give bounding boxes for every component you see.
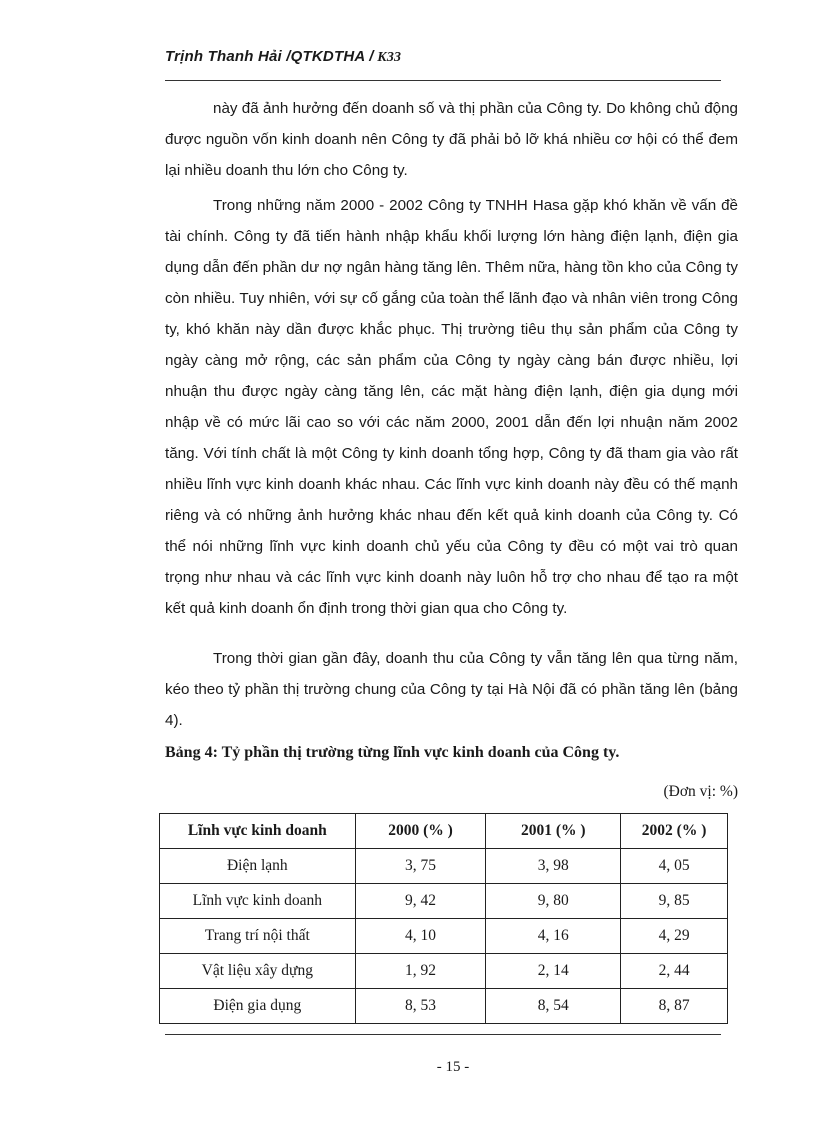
header-author: Trịnh Thanh Hải xyxy=(165,48,282,65)
header-rule xyxy=(165,80,721,81)
table-row xyxy=(160,849,728,884)
table-cell: 9, 42 xyxy=(355,884,486,919)
table-cell: 8, 53 xyxy=(355,989,486,1024)
table-cell: Trang trí nội thất xyxy=(160,919,356,954)
table-cell: 4, 10 xyxy=(355,919,486,954)
table-cell: Điện lạnh xyxy=(160,849,356,884)
table-header-cell: Lĩnh vực kinh doanh xyxy=(160,814,356,849)
paragraph-text: này đã ảnh hưởng đến doanh số và thị phần của Công ty. Do không chủ động được nguồn vốn kinh doanh nên Công ty đã phải bỏ lỡ khá nhiều cơ hội có thể đem lại nhiều doanh thu lớn cho Công ty. xyxy=(165,100,738,179)
table-cell: 2, 14 xyxy=(486,954,621,989)
table-header-row xyxy=(160,814,728,849)
table-header-cell: 2001 (% ) xyxy=(486,814,621,849)
paragraph-1 xyxy=(165,93,738,186)
footer-rule xyxy=(165,1034,721,1035)
header-class: K33 xyxy=(373,50,402,65)
table-cell: 4, 16 xyxy=(486,919,621,954)
header-separator: / xyxy=(364,48,374,65)
table-unit: (Đơn vị: %) xyxy=(663,783,738,800)
paragraph-3 xyxy=(165,643,738,736)
table-cell: 9, 85 xyxy=(621,884,728,919)
table-cell: Điện gia dụng xyxy=(160,989,356,1024)
table-cell: 8, 54 xyxy=(486,989,621,1024)
page-number: - 15 - xyxy=(436,1059,470,1075)
table-row xyxy=(160,884,728,919)
table-cell: 8, 87 xyxy=(621,989,728,1024)
table-cell: Lĩnh vực kinh doanh xyxy=(160,884,356,919)
table-cell: 9, 80 xyxy=(486,884,621,919)
table-cell: 4, 29 xyxy=(621,919,728,954)
table-header-cell: 2002 (% ) xyxy=(621,814,728,849)
table-row xyxy=(160,954,728,989)
paragraph-text: Trong thời gian gần đây, doanh thu của Công ty vẫn tăng lên qua từng năm, kéo theo tỷ phần thị trường chung của Công ty tại Hà Nội đã có phần tăng lên (bảng 4). xyxy=(165,650,738,729)
paragraph-2 xyxy=(165,190,738,624)
table-cell: Vật liệu xây dựng xyxy=(160,954,356,989)
table-cell: 3, 75 xyxy=(355,849,486,884)
header-separator: / xyxy=(281,48,291,65)
table-row xyxy=(160,989,728,1024)
table-caption: Bảng 4: Tỷ phần thị trường từng lĩnh vực kinh doanh của Công ty. xyxy=(165,744,620,761)
table-cell: 2, 44 xyxy=(621,954,728,989)
header-program: QTKDTHA xyxy=(290,48,365,65)
paragraph-text: Trong những năm 2000 - 2002 Công ty TNHH Hasa gặp khó khăn về vấn đề tài chính. Công ty đã tiến hành nhập khẩu khối lượng lớn hàng điện lạnh, điện gia dụng dẫn đến phần dư nợ ngân hàng tăng lên. Thêm nữa, hàng tồn kho của Công ty còn nhiều. Tuy nhiên, với sự cố gắng của toàn thể lãnh đạo và nhân viên trong Công ty, khó khăn này dần được khắc phục. Thị trường tiêu thụ sản phẩm của Công ty ngày càng mở rộng, các sản phẩm của Công ty ngày càng bán được nhiều, lợi nhuận thu được ngày càng tăng lên, các mặt hàng điện lạnh, điện gia dụng mới nhập về có mức lãi cao so với các năm 2000, 2001 dẫn đến lợi nhuận năm 2002 tăng. Với tính chất là một Công ty kinh doanh tổng hợp, Công ty đã tham gia vào rất nhiều lĩnh vực kinh doanh khác nhau. Các lĩnh vực kinh doanh này đều có thế mạnh riêng và có những ảnh hưởng khác nhau đến kết quả kinh doanh của Công ty. Có thể nói những lĩnh vực kinh doanh chủ yếu của Công ty đều có một vai trò quan trọng như nhau và các lĩnh vực kinh doanh này luôn hỗ trợ cho nhau để tạo ra một kết quả kinh doanh ổn định trong thời gian qua cho Công ty. xyxy=(165,197,738,617)
running-header xyxy=(165,48,721,66)
market-share-table xyxy=(159,813,728,1024)
table-row xyxy=(160,919,728,954)
table-cell: 3, 98 xyxy=(486,849,621,884)
table-header-cell: 2000 (% ) xyxy=(355,814,486,849)
table-cell: 4, 05 xyxy=(621,849,728,884)
table-cell: 1, 92 xyxy=(355,954,486,989)
